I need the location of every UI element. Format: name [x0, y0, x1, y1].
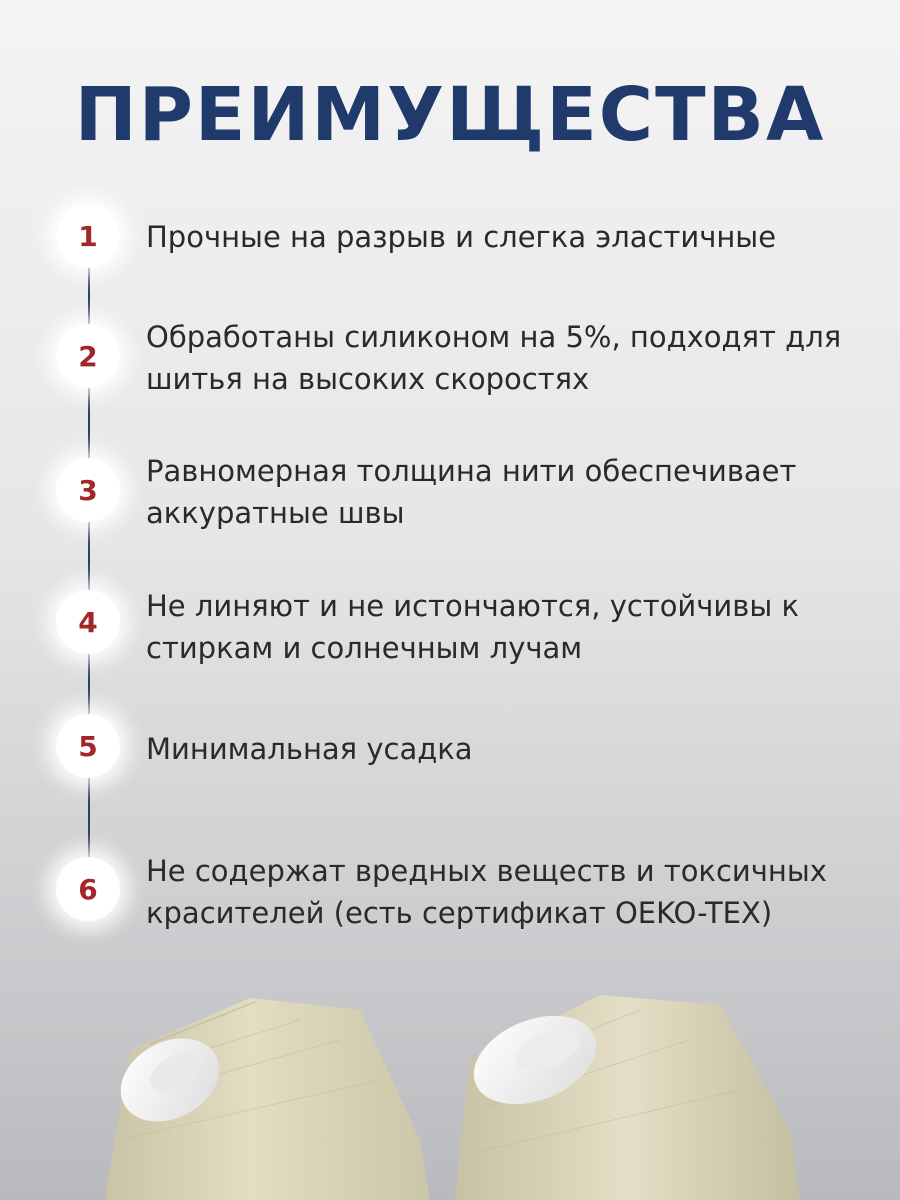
number-badge: 3: [56, 458, 120, 522]
thread-spool-right: [455, 995, 800, 1200]
advantage-text: Обработаны силиконом на 5%, подходят для шитья на высоких скоростях: [146, 320, 842, 396]
number-badge: 2: [56, 324, 120, 388]
thread-spools-image: [0, 980, 900, 1200]
page-title: ПРЕИМУЩЕСТВА: [74, 72, 826, 158]
advantage-text: Минимальная усадка: [146, 732, 473, 766]
number-badge: 4: [56, 590, 120, 654]
advantage-text: Равномерная толщина нити обеспечивает аккуратные швы: [146, 454, 797, 530]
number-badge: 6: [56, 857, 120, 921]
thread-spool-left: [105, 998, 430, 1200]
number-badge: 1: [56, 204, 120, 268]
advantage-text: Не содержат вредных веществ и токсичных красителей (есть сертификат OEKO-TEX): [146, 854, 827, 930]
advantage-text: Прочные на разрыв и слегка эластичные: [146, 220, 777, 254]
advantage-text: Не линяют и не истончаются, устойчивы к стиркам и солнечным лучам: [146, 589, 799, 665]
number-badge: 5: [56, 714, 120, 778]
